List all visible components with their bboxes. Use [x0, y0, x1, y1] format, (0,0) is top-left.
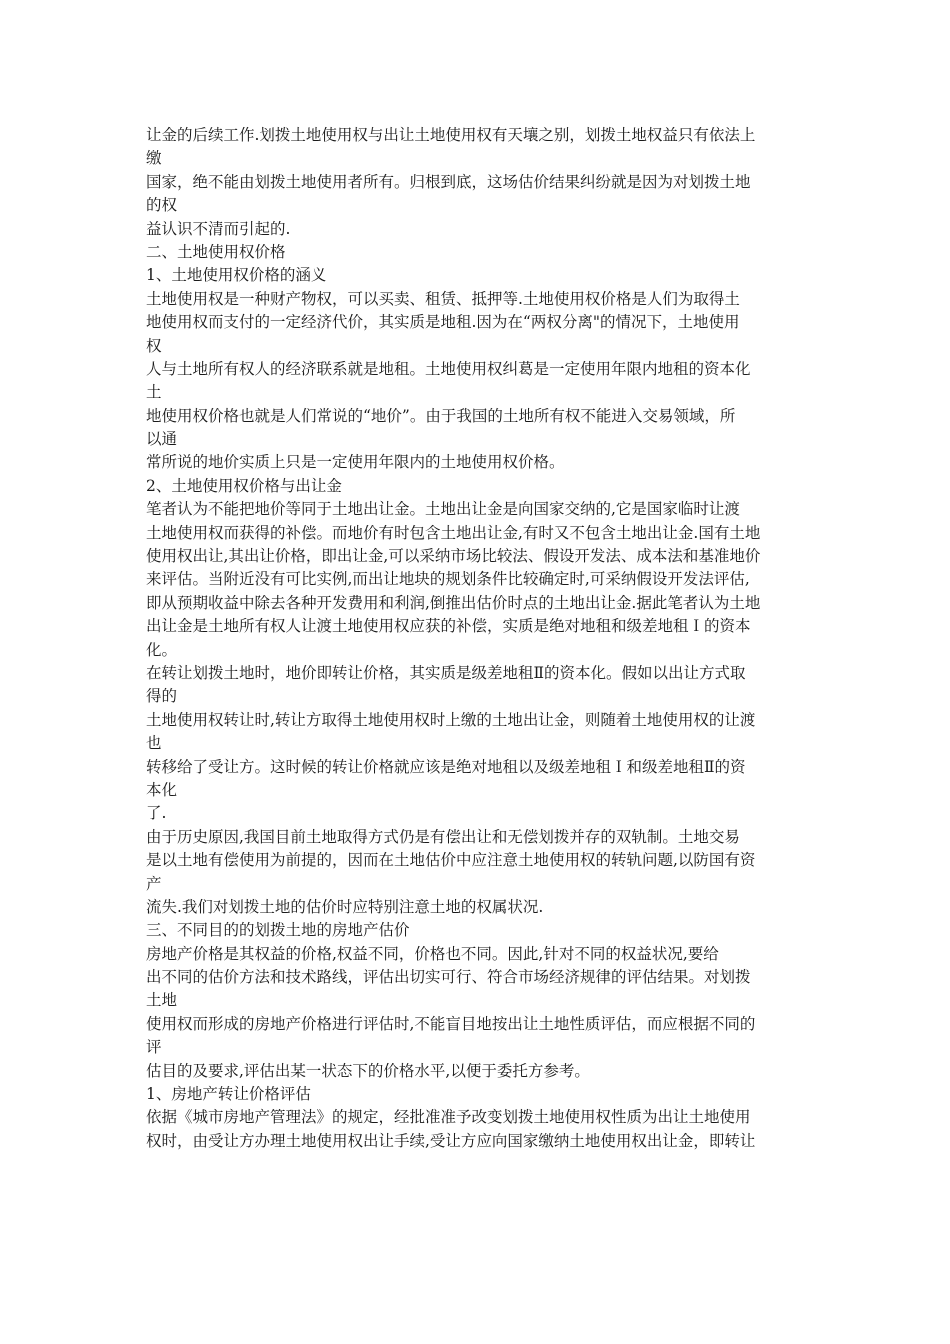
text-line: 缴 — [146, 149, 162, 168]
text-line: 1、房地产转让价格评估 — [146, 1085, 311, 1104]
text-line: 常所说的地价实质上只是一定使用年限内的土地使用权价格。 — [146, 453, 565, 472]
text-line: 人与土地所有权人的经济联系就是地租。土地使用权纠葛是一定使用年限内地租的资本化 — [146, 359, 751, 378]
text-line: 出让金是土地所有权人让渡土地使用权应获的补偿，实质是绝对地租和级差地租Ｉ的资本 — [146, 617, 751, 636]
text-line: 2、土地使用权价格与出让金 — [146, 476, 342, 495]
text-line: 房地产价格是其权益的价格,权益不同，价格也不同。因此,针对不同的权益状况,要给 — [146, 944, 719, 963]
text-line: 由于历史原因,我国目前土地取得方式仍是有偿出让和无偿划拨并存的双轨制。土地交易 — [146, 827, 740, 846]
text-line: 土地使用权转让时,转让方取得土地使用权时上缴的土地出让金，则随着土地使用权的让渡 — [146, 710, 756, 729]
text-line: 本化 — [146, 780, 178, 799]
text-line: 使用权而形成的房地产价格进行评估时,不能盲目地按出让土地性质评估，而应根据不同的 — [146, 1014, 756, 1033]
text-line: 笔者认为不能把地价等同于土地出让金。土地出让金是向国家交纳的,它是国家临时让渡 — [146, 500, 740, 519]
text-line: 权时，由受让方办理土地使用权出让手续,受让方应向国家缴纳土地使用权出让金，即转让 — [146, 1131, 756, 1150]
text-line: 土 — [146, 383, 162, 402]
text-line: 流失.我们对划拨土地的估价时应特别注意土地的权属状况. — [146, 897, 544, 916]
text-line: 土地 — [146, 991, 178, 1010]
text-line: 益认识不清而引起的. — [146, 219, 291, 238]
text-line: 得的 — [146, 687, 178, 706]
text-line: 也 — [146, 734, 162, 753]
text-line: 地使用权而支付的一定经济代价，其实质是地租.因为在“两权分离"的情况下，土地使用 — [146, 313, 740, 332]
text-line: 以通 — [146, 430, 178, 449]
text-line: 的权 — [146, 196, 178, 215]
text-line: 土地使用权是一种财产物权，可以买卖、租赁、抵押等.土地使用权价格是人们为取得土 — [146, 289, 740, 308]
text-line: 转移给了受让方。这时候的转让价格就应该是绝对地租以及级差地租Ｉ和级差地租Ⅱ的资 — [146, 757, 746, 776]
text-line: 土地使用权而获得的补偿。而地价有时包含土地出让金,有时又不包含土地出让金.国有土地 — [146, 523, 761, 542]
text-line: 评 — [146, 1038, 162, 1057]
text-line: 即从预期收益中除去各种开发费用和利润,倒推出估价时点的土地出让金.据此笔者认为土地 — [146, 593, 761, 612]
text-line: 二、土地使用权价格 — [146, 242, 286, 261]
text-line: 是以土地有偿使用为前提的，因而在土地估价中应注意土地使用权的转轨问题,以防国有资 — [146, 851, 756, 870]
text-line: 化。 — [146, 640, 178, 659]
text-line: 来评估。当附近没有可比实例,而出让地块的规划条件比较确定时,可采纳假设开发法评估, — [146, 570, 750, 589]
text-line: 权 — [146, 336, 162, 355]
text-line: 产 — [146, 874, 162, 893]
text-line: 三、不同目的的划拨土地的房地产估价 — [146, 921, 410, 940]
text-line: 国家，绝不能由划拨土地使用者所有。归根到底，这场估价结果纠纷就是因为对划拨土地 — [146, 172, 751, 191]
text-line: 估目的及要求,评估出某一状态下的价格水平,以便于委托方参考。 — [146, 1061, 590, 1080]
text-line: 使用权出让,其出让价格，即出让金,可以采纳市场比较法、假设开发法、成本法和基准地价 — [146, 547, 761, 566]
text-line: 出不同的估价方法和技术路线，评估出切实可行、符合市场经济规律的评估结果。对划拨 — [146, 968, 751, 987]
text-line: 让金的后续工作.划拨土地使用权与出让土地使用权有天壤之别，划拨土地权益只有依法上 — [146, 126, 756, 144]
text-line: 了. — [146, 804, 167, 823]
text-line: 在转让划拨土地时，地价即转让价格，其实质是级差地租Ⅱ的资本化。假如以出让方式取 — [146, 663, 746, 682]
text-line: 地使用权价格也就是人们常说的“地价”。由于我国的土地所有权不能进入交易领域，所 — [146, 406, 736, 425]
text-line: 1、土地使用权价格的涵义 — [146, 266, 327, 285]
text-line: 依据《城市房地产管理法》的规定，经批准准予改变划拨土地使用权性质为出让土地使用 — [146, 1108, 751, 1127]
document-body — [146, 124, 810, 1153]
